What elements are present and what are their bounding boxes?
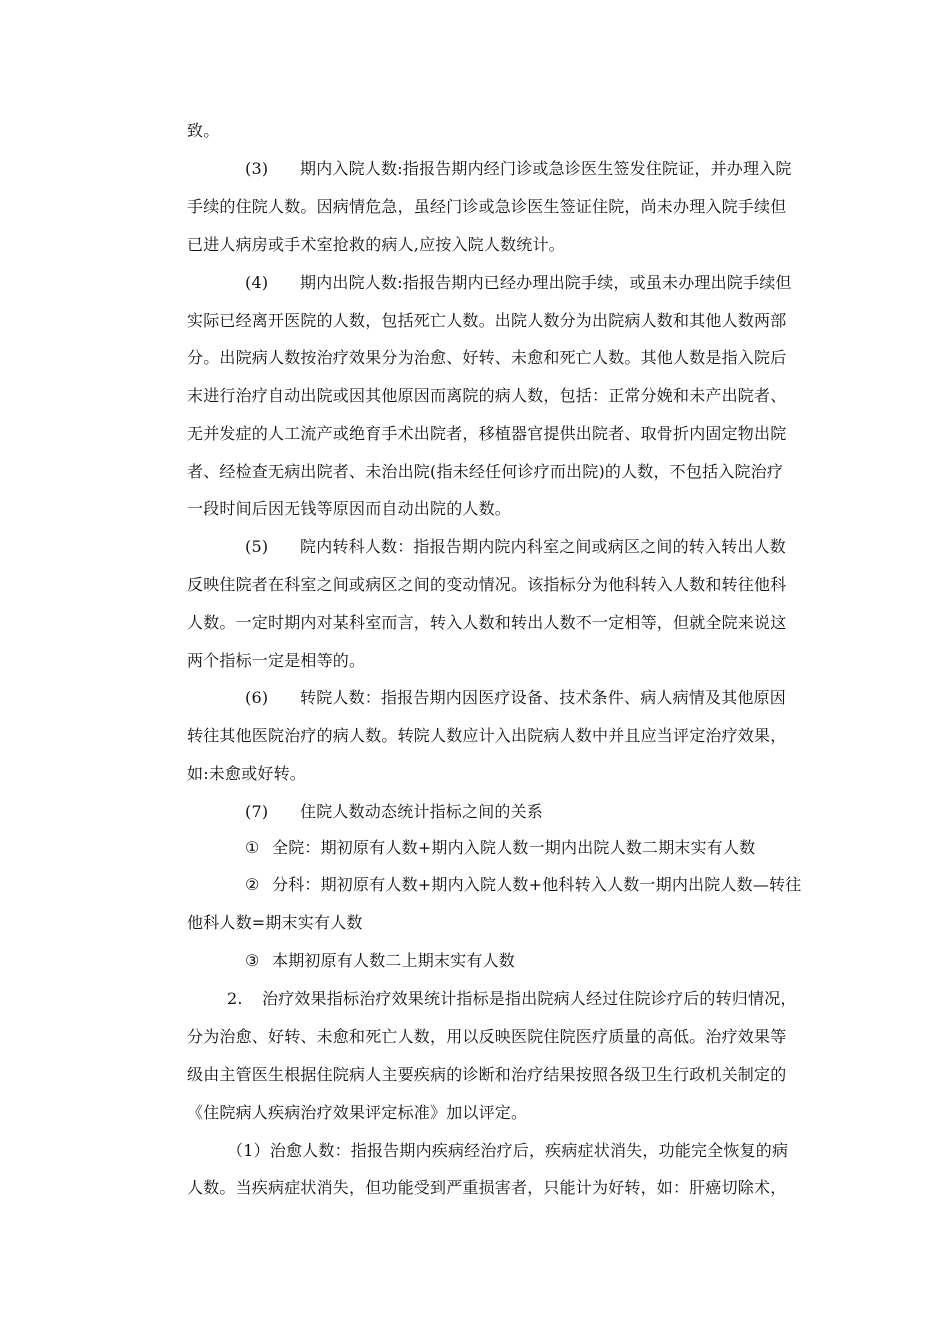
text-line: 反映住院者在科室之间或病区之间的变动情况。该指标分为他科转入人数和转往他科 xyxy=(187,575,787,594)
text-line: 者、经检查无病出院者、未治出院(指未经任何诊疗而出院)的人数，不包括入院治疗 xyxy=(187,462,784,481)
circled-number-1: ① xyxy=(245,838,260,857)
text-line: 转往其他医院治疗的病人数。转院人数应计入出院病人数中并且应当评定治疗效果， xyxy=(187,726,787,745)
text-line: 治疗效果指标治疗效果统计指标是指出院病人经过住院诊疗后的转归情况， xyxy=(262,989,797,1008)
text-line: 院内转科人数：指报告期内院内科室之间或病区之间的转入转出人数 xyxy=(300,537,787,556)
item-number: (5) xyxy=(245,537,269,556)
text-line: 分科：期初原有人数+期内入院人数+他科转入人数一期内出院人数—转往 xyxy=(272,875,802,894)
circled-number-3: ③ xyxy=(245,951,260,970)
text-line: 人数。当疾病症状消失，但功能受到严重损害者，只能计为好转，如：肝癌切除术， xyxy=(187,1178,787,1197)
item-number: (7) xyxy=(245,802,269,821)
text-line: 本期初原有人数二上期末实有人数 xyxy=(272,951,516,970)
text-line: 人数。一定时期内对某科室而言，转入人数和转出人数不一定相等，但就全院来说这 xyxy=(187,613,787,632)
text-line: 末进行治疗自动出院或因其他原因而离院的病人数，包括：正常分娩和未产出院者、 xyxy=(187,386,787,405)
text-line: 一段时间后因无钱等原因而自动出院的人数。 xyxy=(187,499,512,518)
item-number: (6) xyxy=(245,688,269,707)
text-line: 两个指标一定是相等的。 xyxy=(187,651,366,670)
text-line: 手续的住院人数。因病情危急，虽经门诊或急诊医生签证住院，尚未办理入院手续但 xyxy=(187,197,787,216)
text-line: 转院人数：指报告期内因医疗设备、技术条件、病人病情及其他原因 xyxy=(300,688,787,707)
text-line: 已进人病房或手术室抢救的病人,应按入院人数统计。 xyxy=(187,235,565,254)
text-line: 如:未愈或好转。 xyxy=(187,764,306,783)
text-line: 无并发症的人工流产或绝育手术出院者，移植器官提供出院者、取骨折内固定物出院 xyxy=(187,424,787,443)
item-number: 2. xyxy=(227,989,243,1008)
text-line: 《住院病人疾病治疗效果评定标准》加以评定。 xyxy=(187,1103,528,1122)
text-line: 期内出院人数:指报告期内已经办理出院手续，或虽未办理出院手续但 xyxy=(300,273,792,292)
text-line: （1）治愈人数：指报告期内疾病经治疗后，疾病症状消失，功能完全恢复的病 xyxy=(227,1141,789,1160)
text-line: 级由主管医生根据住院病人主要疾病的诊断和治疗结果按照各级卫生行政机关制定的 xyxy=(187,1065,787,1084)
text-line: 实际已经离开医院的人数，包括死亡人数。出院人数分为出院病人数和其他人数两部 xyxy=(187,311,787,330)
item-number: (3) xyxy=(245,159,269,178)
circled-number-2: ② xyxy=(245,875,260,894)
text-line: 分为治愈、好转、未愈和死亡人数，用以反映医院住院医疗质量的高低。治疗效果等 xyxy=(187,1027,787,1046)
text-line: 住院人数动态统计指标之间的关系 xyxy=(300,802,544,821)
item-number: (4) xyxy=(245,273,269,292)
text-line: 致。 xyxy=(187,121,220,140)
text-line: 期内入院人数:指报告期内经门诊或急诊医生签发住院证，并办理入院 xyxy=(300,159,792,178)
text-line: 分。出院病人数按治疗效果分为治愈、好转、未愈和死亡人数。其他人数是指入院后 xyxy=(187,348,787,367)
text-line: 他科人数=期末实有人数 xyxy=(187,913,363,932)
text-line: 全院：期初原有人数+期内入院人数一期内出院人数二期末实有人数 xyxy=(272,838,756,857)
